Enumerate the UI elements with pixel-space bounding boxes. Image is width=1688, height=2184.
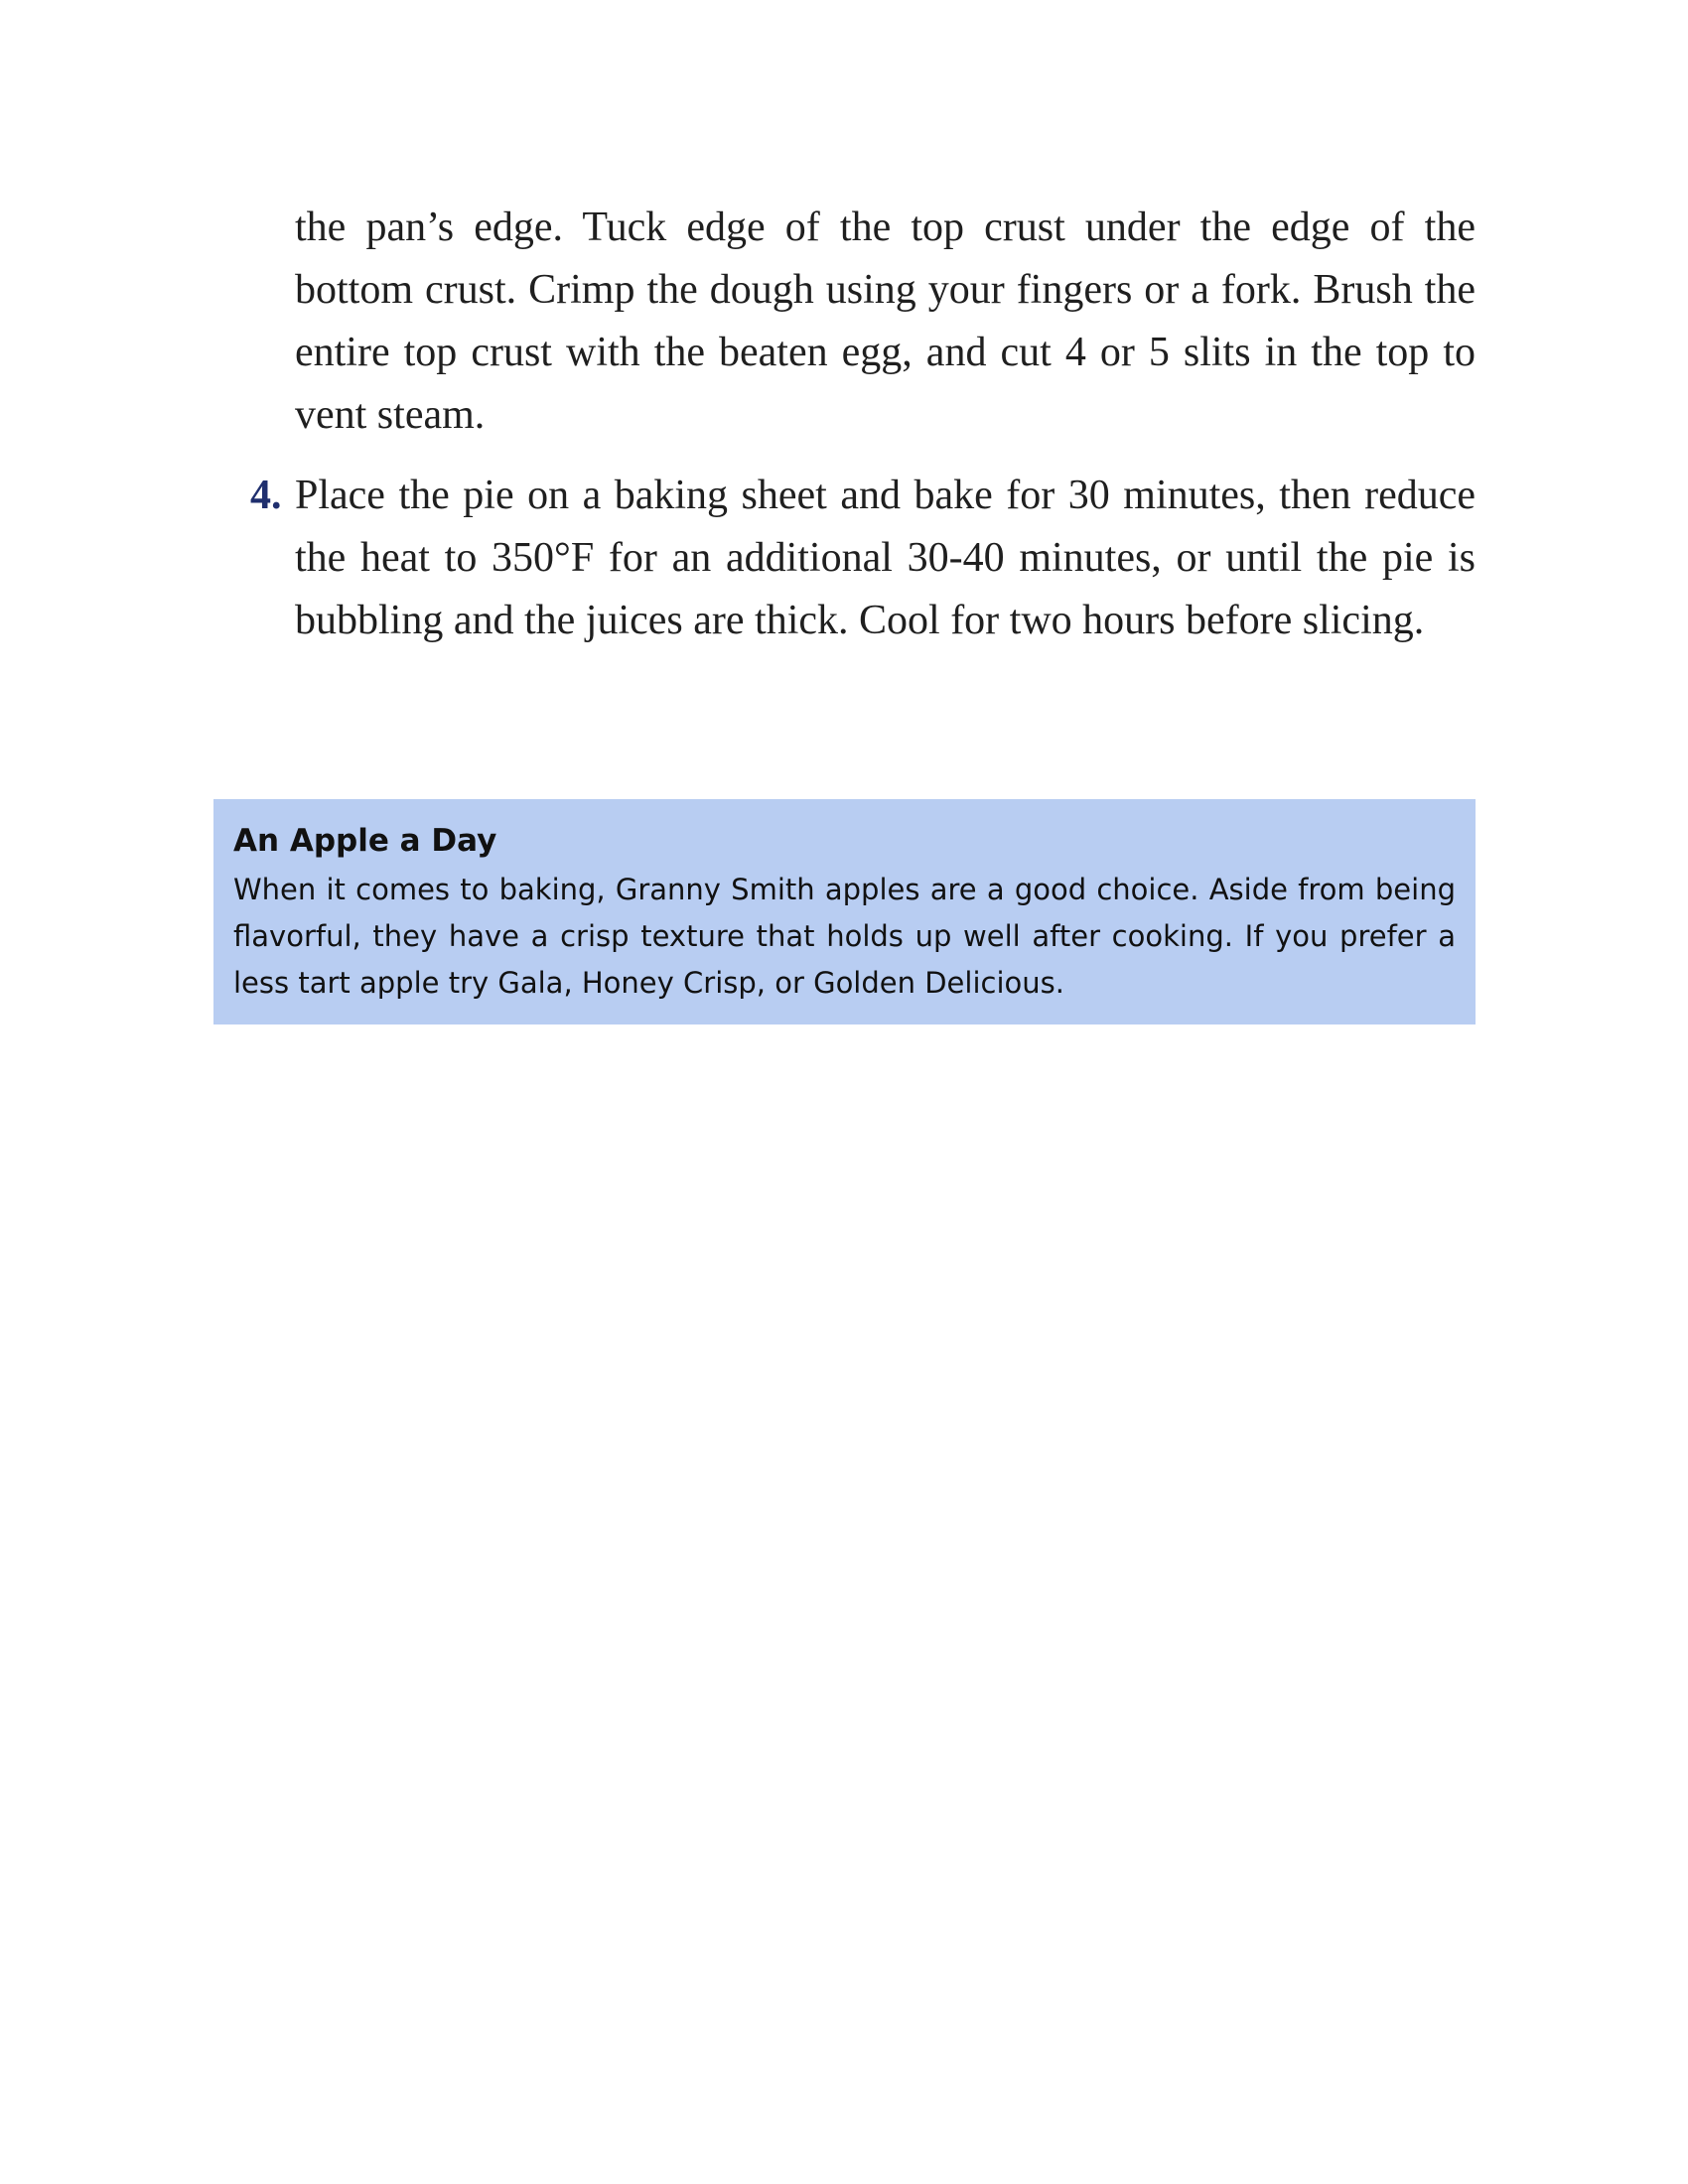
tip-sidebar	[213, 799, 1476, 1024]
sidebar-title: An Apple a Day	[233, 823, 497, 859]
sidebar-body: When it comes to baking, Granny Smith apples are a good choice. Aside from being flavorful, they have a crisp texture that holds up well after cooking. If you prefer a less tart apple try Gala, Honey Crisp, or Golden Delicious.	[233, 873, 1456, 1000]
step-text: Place the pie on a baking sheet and bake for 30 minutes, then reduce the heat to 350°F for an additional 30-40 minutes, or until the pie is bubbling and the juices are thick. Cool for two hours before slicing.	[295, 473, 1476, 643]
instruction-step-4	[248, 465, 1476, 652]
step-text: the pan’s edge. Tuck edge of the top crust under the edge of the bottom crust. Crimp the dough using your fingers or a fork. Brush the entire top crust with the beaten egg, and cut 4 or 5 slits in the top to vent steam.	[295, 205, 1476, 438]
instruction-step-continued	[248, 197, 1476, 447]
instruction-steps	[248, 197, 1476, 652]
step-number: 4.	[250, 473, 282, 518]
